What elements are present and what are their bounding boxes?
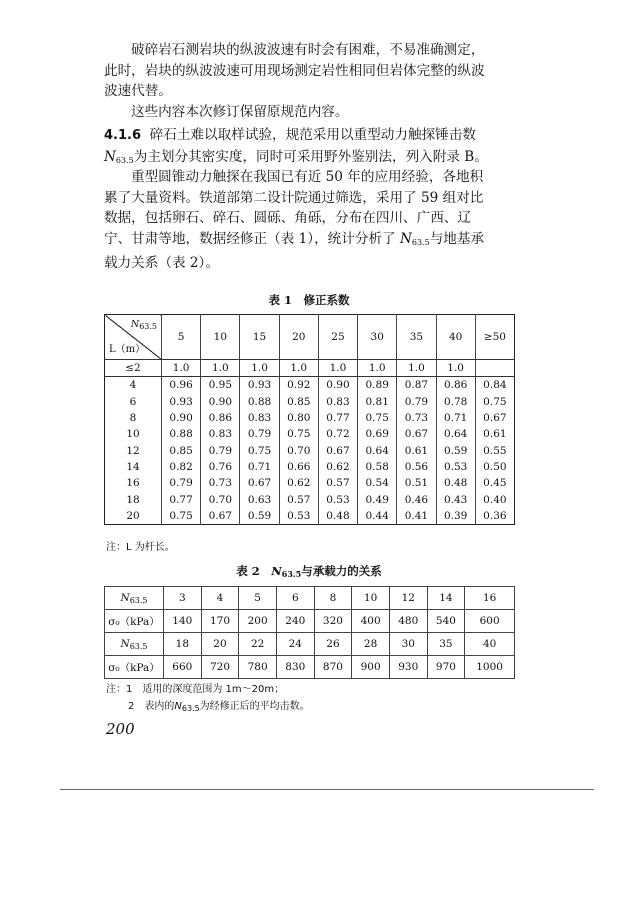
table1-row <box>105 459 515 475</box>
table1-cell: 0.49 <box>358 491 397 507</box>
table2-row-label: σ₀（kPa） <box>105 610 164 633</box>
table1-cell: 0.80 <box>279 410 318 426</box>
table1-col-header: 40 <box>436 315 475 360</box>
table1-cell: 0.66 <box>279 459 318 475</box>
table1-cell: 0.67 <box>201 508 240 525</box>
table2-cell: 660 <box>164 656 202 679</box>
table1-row <box>105 360 515 377</box>
table2-cell: 830 <box>276 656 314 679</box>
table1-col-header: 20 <box>279 315 318 360</box>
table1-cell: 0.79 <box>240 426 279 442</box>
table2-cell: 480 <box>389 610 427 633</box>
correction-factor-table <box>104 314 515 525</box>
table2-cell: 200 <box>239 610 277 633</box>
table1-cell: 1.0 <box>358 360 397 377</box>
table1-cell: 0.95 <box>201 377 240 394</box>
table1-cell: 0.61 <box>397 442 436 458</box>
paragraph-section-4-1-6: 4.1.6 碎石土难以取样试验，规范采用以重型动力触探锤击数 $N_{63.5}$为主划分其密实度，同时可采用野外鉴别法，列入附录 B。 <box>104 127 488 165</box>
table1-row <box>105 410 515 426</box>
table1-row <box>105 377 515 394</box>
table2-cell: 600 <box>465 610 515 633</box>
table1-row <box>105 442 515 458</box>
table1-col-header: 30 <box>358 315 397 360</box>
table1-cell: 0.77 <box>162 491 201 507</box>
table2-caption: 表 2 $N_{63.5}$与承载力的关系 <box>236 564 382 579</box>
table1-cell: 1.0 <box>436 360 475 377</box>
table2-cell: 930 <box>389 656 427 679</box>
table2-cell: 40 <box>465 633 515 656</box>
table1-row-label: ≤2 <box>105 360 162 377</box>
table2-row <box>105 610 515 633</box>
table2-cell: 540 <box>427 610 465 633</box>
table1-cell: 0.79 <box>397 394 436 410</box>
table1-cell: 1.0 <box>397 360 436 377</box>
table1-cell: 0.72 <box>318 426 357 442</box>
table1-cell: 0.86 <box>201 410 240 426</box>
table1-cell: 0.53 <box>436 459 475 475</box>
table2-cell: 30 <box>389 633 427 656</box>
table2-cell: 900 <box>352 656 390 679</box>
paragraph-dynamic-penetration: 重型圆锥动力触探在我国已有近 50 年的应用经验，各地积 累了大量资料。铁道部第二设计院通过筛选，采用了 59 组对比 数据，包括卵石、碎石、圆砾、角砾，分布在四川、广西、辽 宁、甘肃等地，数据经修正（表 1），统计分析了 $N_{63.5}$与地基承 载力关系（表 2）。 <box>104 169 485 271</box>
table2-row <box>105 587 515 610</box>
table2-row <box>105 656 515 679</box>
table1-row-label: 20 <box>105 508 162 525</box>
table2-row <box>105 633 515 656</box>
table1-cell: 0.90 <box>318 377 357 394</box>
table1-row-label: 12 <box>105 442 162 458</box>
table1-cell <box>475 360 514 377</box>
table1-cell: 0.62 <box>279 475 318 491</box>
table2-cell: 140 <box>164 610 202 633</box>
table1-cell: 0.83 <box>201 426 240 442</box>
table1-col-header: 5 <box>162 315 201 360</box>
table2-cell: 720 <box>201 656 239 679</box>
table2-cell: 240 <box>276 610 314 633</box>
table1-cell: 0.70 <box>201 491 240 507</box>
table1-cell: 0.78 <box>436 394 475 410</box>
table2-note-2: 2 表内的$N_{63.5}$为经修正后的平均击数。 <box>128 701 310 713</box>
table1-cell: 0.75 <box>475 394 514 410</box>
table1-cell: 0.67 <box>240 475 279 491</box>
table1-cell: 0.85 <box>162 442 201 458</box>
table1-cell: 0.82 <box>162 459 201 475</box>
table1-cell: 0.79 <box>162 475 201 491</box>
table1-header-row <box>105 315 515 360</box>
table1-cell: 0.75 <box>162 508 201 525</box>
table1-cell: 0.75 <box>279 426 318 442</box>
table2-cell: 8 <box>314 587 352 610</box>
table2-cell: 18 <box>164 633 202 656</box>
table2-row-label: $N_{63.5}$ <box>105 587 164 610</box>
table1-cell: 0.83 <box>240 410 279 426</box>
table1-cell: 0.55 <box>475 442 514 458</box>
table2-cell: 14 <box>427 587 465 610</box>
paragraph-rock-wave-speed: 破碎岩石测岩块的纵波波速有时会有困难，不易准确测定， 此时，岩块的纵波波速可用现场测定岩性相同但岩体完整的纵波 波速代替。 <box>104 42 485 99</box>
table1-row <box>105 426 515 442</box>
table2-cell: 35 <box>427 633 465 656</box>
table1-note: 注：L 为杆长。 <box>106 542 175 553</box>
bottom-rule <box>60 789 594 790</box>
table1-cell: 1.0 <box>318 360 357 377</box>
table1-cell: 0.70 <box>279 442 318 458</box>
table1-cell: 0.43 <box>436 491 475 507</box>
table2-cell: 28 <box>352 633 390 656</box>
table1-cell: 0.89 <box>358 377 397 394</box>
table2-cell: 780 <box>239 656 277 679</box>
table1-cell: 0.53 <box>279 508 318 525</box>
table1-row <box>105 475 515 491</box>
table1-cell: 0.67 <box>318 442 357 458</box>
table1-cell: 0.87 <box>397 377 436 394</box>
table1-cell: 0.64 <box>436 426 475 442</box>
table1-col-header: ≥50 <box>475 315 514 360</box>
table1-cell: 0.71 <box>240 459 279 475</box>
table1-row-label: 18 <box>105 491 162 507</box>
table1-row-label: 16 <box>105 475 162 491</box>
table1-cell: 0.64 <box>358 442 397 458</box>
table1-cell: 0.75 <box>358 410 397 426</box>
paragraph-retained-content: 这些内容本次修订保留原规范内容。 <box>131 104 349 120</box>
table2-cell: 400 <box>352 610 390 633</box>
table1-cell: 0.73 <box>397 410 436 426</box>
table1-cell: 0.85 <box>279 394 318 410</box>
section-number: 4.1.6 <box>104 128 142 143</box>
table1-cell: 0.36 <box>475 508 514 525</box>
table1-cell: 0.90 <box>162 410 201 426</box>
table1-cell: 0.61 <box>475 426 514 442</box>
table2-row-label: σ₀（kPa） <box>105 656 164 679</box>
table1-body <box>105 360 515 525</box>
table1-cell: 0.73 <box>201 475 240 491</box>
table1-cell: 0.54 <box>358 475 397 491</box>
table1-cell: 0.57 <box>318 475 357 491</box>
table1-cell: 0.46 <box>397 491 436 507</box>
table2-body <box>105 587 515 679</box>
table2-cell: 16 <box>465 587 515 610</box>
table1-cell: 0.67 <box>397 426 436 442</box>
table1-cell: 0.57 <box>279 491 318 507</box>
table2-note-1: 注：1 适用的深度范围为 1m～20m； <box>106 684 285 695</box>
table2-cell: 4 <box>201 587 239 610</box>
table1-cell: 0.71 <box>436 410 475 426</box>
table2-cell: 3 <box>164 587 202 610</box>
table2-cell: 24 <box>276 633 314 656</box>
page-number: 200 <box>106 720 135 738</box>
table1-cell: 0.63 <box>240 491 279 507</box>
table2-cell: 170 <box>201 610 239 633</box>
table1-diagonal-header: $N_{63.5}$ L（m） <box>105 315 162 360</box>
table1-cell: 0.51 <box>397 475 436 491</box>
table1-cell: 0.56 <box>397 459 436 475</box>
table1-cell: 0.67 <box>475 410 514 426</box>
table1-cell: 0.62 <box>318 459 357 475</box>
table1-cell: 1.0 <box>240 360 279 377</box>
table1-row <box>105 508 515 525</box>
table1-cell: 0.92 <box>279 377 318 394</box>
table1-cell: 0.48 <box>318 508 357 525</box>
bearing-capacity-table <box>104 586 515 679</box>
table1-cell: 0.44 <box>358 508 397 525</box>
table1-cell: 0.45 <box>475 475 514 491</box>
table2-cell: 1000 <box>465 656 515 679</box>
table1-cell: 0.84 <box>475 377 514 394</box>
table1-row-label: 4 <box>105 377 162 394</box>
table1-cell: 0.75 <box>240 442 279 458</box>
table2-cell: 6 <box>276 587 314 610</box>
table1-cell: 0.58 <box>358 459 397 475</box>
table1-col-header: 25 <box>318 315 357 360</box>
table1-cell: 1.0 <box>279 360 318 377</box>
table1-col-header: 35 <box>397 315 436 360</box>
table2-cell: 970 <box>427 656 465 679</box>
table1-caption: 表 1 修正系数 <box>268 293 350 307</box>
table1-cell: 0.76 <box>201 459 240 475</box>
table1-row <box>105 394 515 410</box>
table1-row-label: 6 <box>105 394 162 410</box>
table1-cell: 0.39 <box>436 508 475 525</box>
table2-cell: 320 <box>314 610 352 633</box>
table2-cell: 10 <box>352 587 390 610</box>
table1-cell: 0.77 <box>318 410 357 426</box>
table1-cell: 0.40 <box>475 491 514 507</box>
table1-row <box>105 491 515 507</box>
table1-cell: 0.83 <box>318 394 357 410</box>
table1-cell: 0.50 <box>475 459 514 475</box>
table1-cell: 0.48 <box>436 475 475 491</box>
table2-cell: 26 <box>314 633 352 656</box>
table1-cell: 0.81 <box>358 394 397 410</box>
table1-col-header: 10 <box>201 315 240 360</box>
table1-cell: 0.59 <box>240 508 279 525</box>
table1-cell: 0.88 <box>240 394 279 410</box>
table1-cell: 0.93 <box>240 377 279 394</box>
table1-cell: 0.69 <box>358 426 397 442</box>
table1-cell: 0.59 <box>436 442 475 458</box>
table1-cell: 1.0 <box>201 360 240 377</box>
table1-row-label: 8 <box>105 410 162 426</box>
table1-row-label: 10 <box>105 426 162 442</box>
table1-col-header: 15 <box>240 315 279 360</box>
table1-cell: 0.90 <box>201 394 240 410</box>
table2-cell: 20 <box>201 633 239 656</box>
table2-cell: 870 <box>314 656 352 679</box>
table1-cell: 0.79 <box>201 442 240 458</box>
table2-cell: 5 <box>239 587 277 610</box>
table1-cell: 0.86 <box>436 377 475 394</box>
table1-cell: 0.41 <box>397 508 436 525</box>
table1-cell: 0.93 <box>162 394 201 410</box>
table1-cell: 0.88 <box>162 426 201 442</box>
table1-row-label: 14 <box>105 459 162 475</box>
table1-cell: 0.53 <box>318 491 357 507</box>
table2-cell: 22 <box>239 633 277 656</box>
table1-cell: 0.96 <box>162 377 201 394</box>
table2-cell: 12 <box>389 587 427 610</box>
table1-cell: 1.0 <box>162 360 201 377</box>
table2-row-label: $N_{63.5}$ <box>105 633 164 656</box>
